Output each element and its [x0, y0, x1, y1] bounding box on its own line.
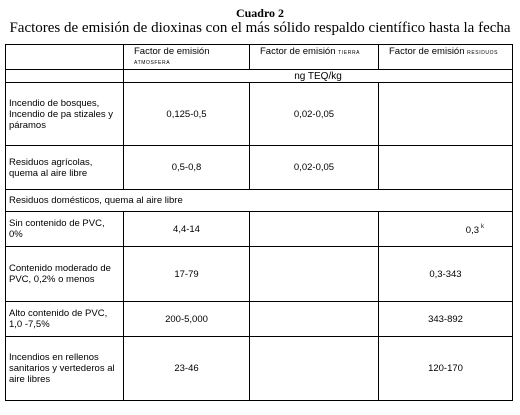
unit-cell: ng TEQ/kg: [124, 70, 513, 83]
unit-row: [6, 70, 513, 83]
row-label: Incendios en rellenos sanitarios y vertederos al aire libres: [6, 337, 124, 401]
section-row: [6, 190, 513, 212]
value-atmosfera: 4,4-14: [124, 212, 250, 247]
row-label: Residuos agrícolas, quema al aire libre: [6, 146, 124, 190]
table-caption-number: Cuadro 2: [235, 6, 285, 20]
row-label: Incendio de bosques, Incendio de pa stizales y páramos: [6, 83, 124, 146]
row-label: Contenido moderado de PVC, 0,2% o menos: [6, 247, 124, 302]
section-heading: Residuos domésticos, quema al aire libre: [6, 190, 513, 212]
emission-factors-table: [5, 44, 513, 401]
table-row: [6, 247, 513, 302]
table-row: [6, 302, 513, 337]
header-row: [6, 45, 513, 70]
header-corner-cell: [6, 45, 124, 70]
table-row: [6, 83, 513, 146]
header-subscript: ATMOSFERA: [134, 60, 171, 66]
value-tierra: [250, 212, 379, 247]
value-text: 0,3: [465, 225, 479, 236]
value-atmosfera: 200-5,000: [124, 302, 250, 337]
header-label: Factor de emisión: [134, 46, 210, 57]
value-residuos: 120-170: [379, 337, 513, 401]
value-atmosfera: 0,5-0,8: [124, 146, 250, 190]
value-atmosfera: 23-46: [124, 337, 250, 401]
unit-cell-left: [6, 70, 124, 83]
table-caption-title: Factores de emisión de dioxinas con el más sólido respaldo científico hasta la fecha: [9, 20, 511, 36]
header-cell-residuos: [379, 45, 513, 70]
value-atmosfera: 0,125-0,5: [124, 83, 250, 146]
header-subscript: RESIDUOS: [467, 50, 499, 56]
value-tierra: [250, 337, 379, 401]
value-atmosfera: 17-79: [124, 247, 250, 302]
header-cell-tierra: [250, 45, 379, 70]
value-residuos: 343-892: [379, 302, 513, 337]
value-residuos: [379, 212, 513, 247]
header-subscript: TIERRA: [338, 50, 361, 56]
value-tierra: 0,02-0,05: [250, 83, 379, 146]
value-residuos: [379, 83, 513, 146]
table-row: [6, 212, 513, 247]
footnote-marker: k: [481, 224, 484, 230]
table-row: [6, 146, 513, 190]
row-label: Alto contenido de PVC, 1,0 -7,5%: [6, 302, 124, 337]
value-residuos: 0,3-343: [379, 247, 513, 302]
header-label: Factor de emisión: [260, 46, 336, 57]
value-residuos: [379, 146, 513, 190]
value-tierra: 0,02-0,05: [250, 146, 379, 190]
table-row: [6, 337, 513, 401]
header-cell-atmosfera: [124, 45, 250, 70]
header-label: Factor de emisión: [389, 46, 465, 57]
value-tierra: [250, 247, 379, 302]
row-label: Sin contenido de PVC, 0%: [6, 212, 124, 247]
value-tierra: [250, 302, 379, 337]
